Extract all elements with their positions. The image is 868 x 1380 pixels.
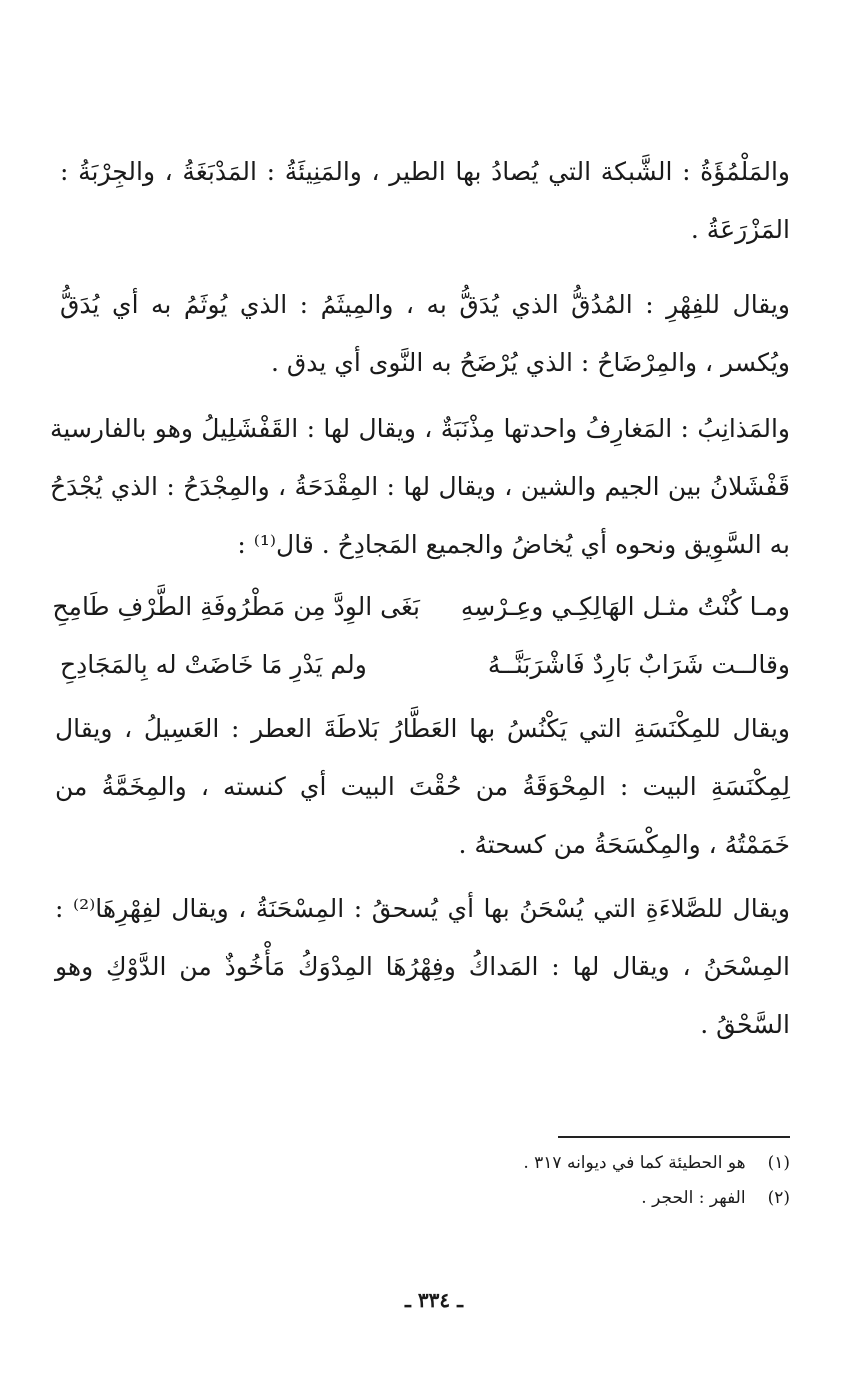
paragraph-fihr: ويقال للفِهْرِ : المُدُقُّ الذي يُدَقُّ به ، والمِيثَمُ : الذي يُوثَمُ به أي يُدَقُّ ويُكسر ، والمِرْضَاحُ : الذي يُرْضَحُ به النَّوى أي يدق . (60, 290, 790, 377)
page-number: ـ ٣٣٤ ـ (405, 1288, 463, 1312)
footnote-text: هو الحطيئة كما في ديوانه ٣١٧ . (523, 1153, 746, 1173)
verse-second-hemistich: ولم يَدْرِ مَا خَاضَتْ له بِالمَجَادِحِ (60, 650, 367, 679)
paragraph-sallaa: ويقال للصَّلاءَةِ التي يُسْحَنُ بها أي يُسحقُ : المِسْحَنَةُ ، ويقال لفِهْرِهَا⁽²⁾ : المِسْحَنُ ، ويقال لها : المَداكُ وفِهْرُهَا المِدْوَكُ مَأْخُوذٌ من الدَّوْكِ وهو السَّحْقُ . (55, 894, 790, 1039)
poem-verse (52, 578, 790, 636)
poem-verse (60, 636, 790, 694)
footnote (300, 1146, 790, 1181)
footnote-number: (٢) (767, 1188, 790, 1208)
footnotes (300, 1146, 790, 1216)
footnote-separator (558, 1136, 790, 1138)
footnote (300, 1181, 790, 1216)
paragraph-miknasa: ويقال للمِكْنَسَةِ التي يَكْنُسُ بها العَطَّارُ بَلاطَةَ العطر : العَسِيلُ ، ويقال لِمِكْنَسَةِ البيت : المِحْوَقَةُ من حُقْتَ البيت أي كنسته ، والمِخَمَّةُ من خَمَمْتُهُ ، والمِكْسَحَةُ من كسحتهُ . (55, 714, 790, 859)
poem (52, 578, 790, 694)
verse-second-hemistich: بَغَى الوِدَّ مِن مَطْرُوفَةِ الطَّرْفِ طَامِحِ (52, 592, 420, 621)
paragraph-madhanib: والمَذانِبُ : المَغارِفُ واحدتها مِذْنَبَةٌ ، ويقال لها : القَفْشَلِيلُ وهو بالفارسية قَفْشَلانُ بين الجيم والشين ، ويقال لها : المِقْدَحَةُ ، والمِجْدَحُ : الذي يُجْدَحُ به السَّوِيق ونحوه أي يُخاضُ والجميع المَجادِحُ . قال⁽¹⁾ : (50, 414, 790, 559)
paragraph-malmua: والمَلْمُؤَةُ : الشَّبكة التي يُصادُ بها الطير ، والمَنِيئَةُ : المَدْبَغَةُ ، والجِرْبَةُ : المَزْرَعَةُ . (60, 157, 790, 244)
footnote-text: الفهر : الحجر . (641, 1188, 746, 1208)
verse-first-hemistich: ومـا كُنْتُ مثـل الهَالِكِـي وعِـرْسِهِ (460, 592, 790, 621)
footnote-number: (١) (767, 1153, 790, 1173)
verse-first-hemistich: وقالــت شَرَابٌ بَارِدٌ فَاشْرَبَنَّــهُ (487, 650, 790, 679)
